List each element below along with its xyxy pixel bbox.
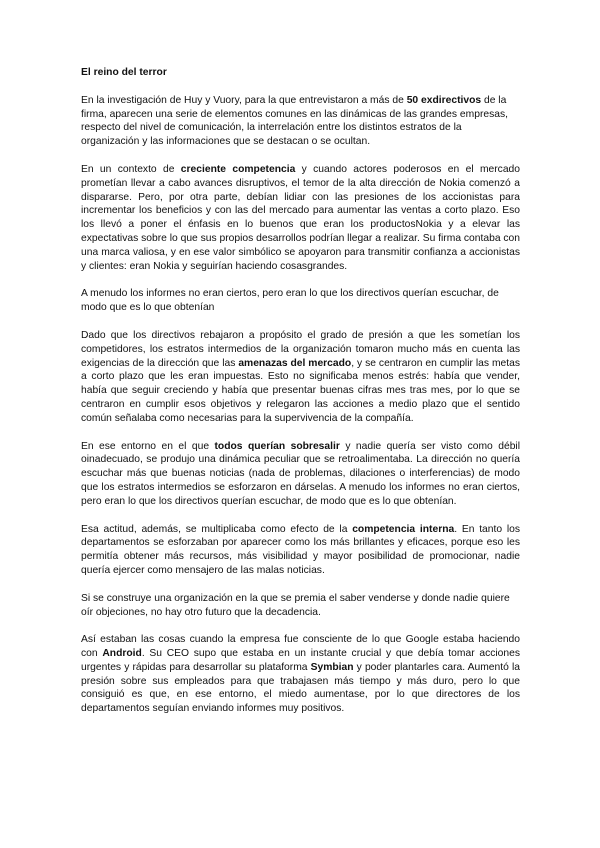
emphasis-text: 50 exdirectivos (406, 94, 482, 106)
paragraph-text: En un contexto de (81, 163, 181, 175)
paragraph-text: Así estaban las cosas cuando la empresa fue consciente de lo que Google estaba haciendo con (81, 634, 520, 660)
paragraph-3 (81, 287, 520, 315)
emphasis-text: todos querían sobresalir (214, 440, 340, 452)
paragraph-text: A menudo los informes no eran ciertos, pero eran lo que los directivos querían escuchar, de modo que es lo que obtenían (81, 288, 499, 314)
paragraph-text: , y se centraron en cumplir las metas a corto plazo que les eran impuestas. Esto no significaba menos estrés: había que vender, había que seguir creciendo y había que presentar buenas cifras mes tras mes, por lo que se centraron en cumplir esos objetivos y relegaron las acciones a medio plazo que el sentido común señalaba como necesarias para la supervivencia de la compañía. (81, 357, 521, 424)
emphasis-text: competencia interna (352, 523, 455, 535)
document-body (81, 94, 520, 716)
paragraph-text: . Su CEO supo que estaba en un instante crucial y que debía tomar acciones urgentes y rápidas para desarrollar su plataforma (81, 648, 520, 673)
paragraph-text: En ese entorno en el que (81, 440, 215, 452)
emphasis-text: Android (102, 648, 142, 660)
emphasis-text: amenazas del mercado (238, 357, 352, 369)
paragraph-text: . En tanto los departamentos se esforzaban por aparecer como los más brillantes y eficaces, porque eso les permitía obtener más recursos, más visibilidad y mayor posibilidad de promocionar, nadie quería ejercer como mensajero de las malas noticias. (81, 523, 521, 576)
document-page (81, 66, 520, 730)
paragraph-5 (81, 440, 520, 509)
paragraph-text: y cuando actores poderosos en el mercado prometían llevar a cabo avances disruptivos, el temor de la alta dirección de Nokia comenzó a dispararse. Pero, por otra parte, debían lidiar con las presiones de los accionistas para incrementar los beneficios y con las del mercado para aumentar las ventas a corto plazo. Eso los llevó a poner el énfasis en lo buenos que eran los productosNokia y a elevar las expectativas sobre lo que sus propios desarrollos podrían llegar a realizar. Su firma contaba con una marca valiosa, y en ese valor simbólico se apoyaron para transmitir confianza a accionistas y clientes: eran Nokia y seguirían haciendo cosasgrandes. (81, 163, 521, 272)
paragraph-2 (81, 163, 520, 273)
paragraph-text: y poder plantarles cara. Aumentó la presión sobre sus empleados para que trabajasen más tiempo y más duro, pero lo que consiguió es que, en ese entorno, el miedo aumentase, por lo que directores de los departamentos seguían enviando informes muy positivos. (81, 661, 520, 715)
emphasis-text: Symbian (310, 661, 354, 673)
paragraph-text: Esa actitud, además, se multiplicaba como efecto de la (81, 523, 353, 535)
paragraph-text: Si se construye una organización en la que se premia el saber venderse y donde nadie quiere oír objeciones, no hay otro futuro que la decadencia. (81, 592, 510, 618)
paragraph-4 (81, 329, 520, 426)
paragraph-text: En la investigación de Huy y Vuory, para la que entrevistaron a más de (81, 94, 407, 106)
paragraph-text: de la firma, aparecen una serie de elementos comunes en las dinámicas de las grandes empresas, respecto del nivel de comunicación, la interrelación entre los distintos estratos de la organización y las informaciones que se destacan o se ocultan. (81, 94, 508, 148)
paragraph-8 (81, 633, 520, 716)
paragraph-text: y nadie quería ser visto como débil oinadecuado, se produjo una dinámica peculiar que se retroalimentaba. La dirección no quería escuchar más que buenas noticias (nada de problemas, dilaciones o interferencias) de modo que los estratos intermedios se esforzaron en dárselas. A menudo los informes no eran ciertos, pero eran lo que los directivos querían escuchar, de modo que es lo que obtenían. (81, 440, 520, 507)
paragraph-text: Dado que los directivos rebajaron a propósito el grado de presión a que les sometían los competidores, los estratos intermedios de la organización tomaron mucho más en cuenta las exigencias de la dirección que las (81, 329, 520, 369)
paragraph-1 (81, 94, 520, 149)
document-title: El reino del terror (81, 67, 167, 78)
emphasis-text: creciente competencia (180, 163, 296, 175)
paragraph-7 (81, 592, 520, 620)
paragraph-6 (81, 523, 520, 578)
